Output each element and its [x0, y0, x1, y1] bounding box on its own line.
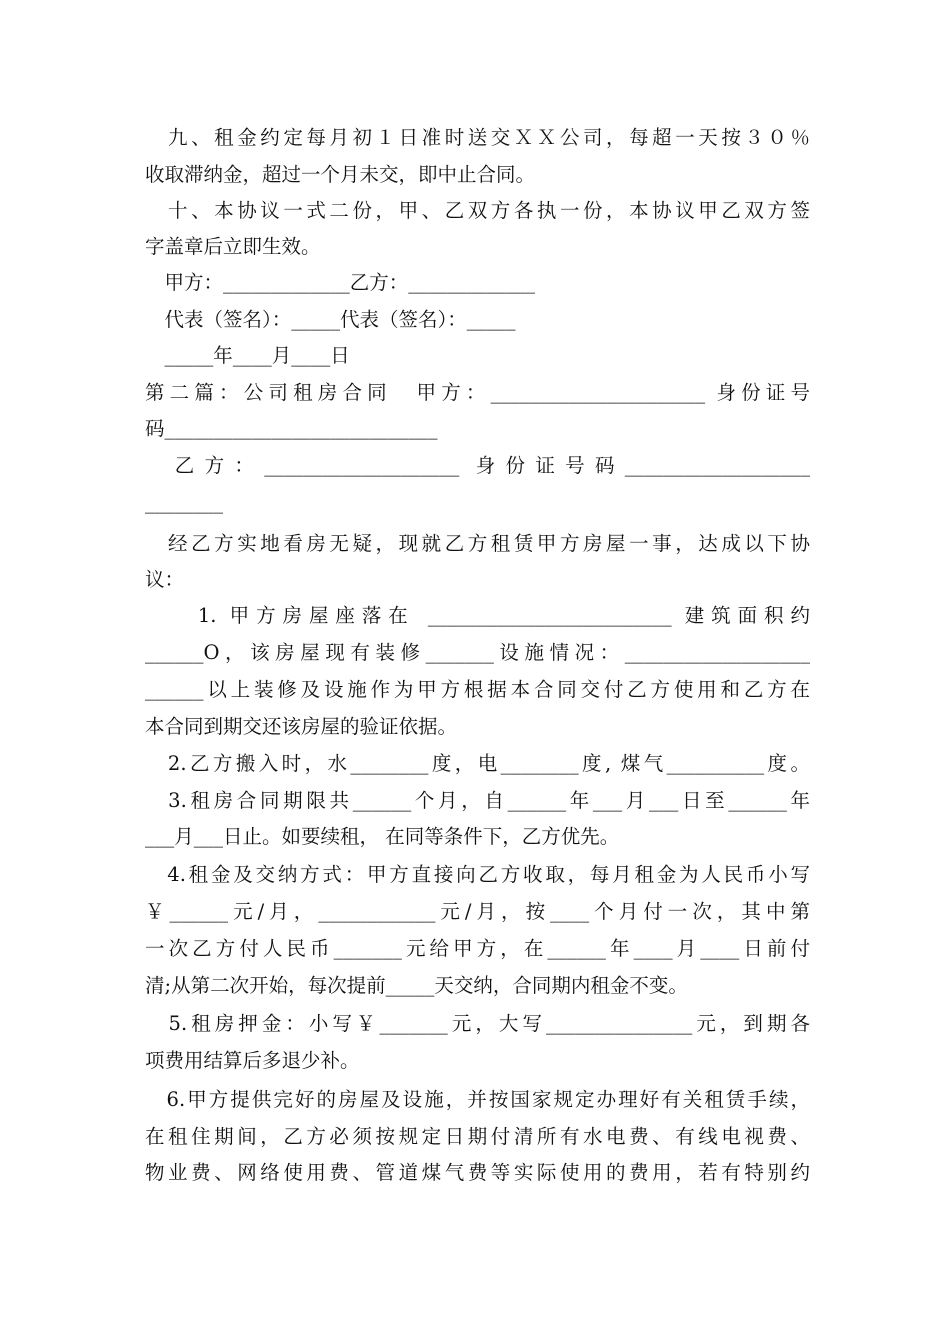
text-line: 乙方：____________________ 身份证号码___________________: [145, 454, 810, 477]
clause-line: 一次乙方付人民币_______元给甲方，在______年____月____日前付: [145, 937, 810, 960]
clause-line: 2.乙方搬入时，水________度，电________度, 煤气__________度。: [145, 752, 810, 775]
clause-line: 1. 甲方房屋座落在 _________________________ 建筑面积约: [145, 604, 810, 627]
clause-line: 物业费、网络使用费、管道煤气费等实际使用的费用，若有特别约: [145, 1161, 810, 1184]
clause-line: ______O，该房屋现有装修_______设施情况：___________________: [145, 641, 810, 664]
text-line: 十、本协议一式二份，甲、乙双方各执一份，本协议甲乙双方签: [145, 199, 810, 222]
text-line: 码____________________________: [145, 417, 438, 440]
clause-line: 在租住期间，乙方必须按规定日期付清所有水电费、有线电视费、: [145, 1125, 810, 1148]
clause-line: ￥______元/月，____________元/月，按____个月付一次，其中第: [145, 900, 810, 923]
clause-line: 项费用结算后多退少补。: [145, 1049, 360, 1072]
clause-line: ___月___日止。如要续租， 在同等条件下，乙方优先。: [145, 825, 620, 848]
text-line: 议：: [145, 568, 185, 591]
clause-line: 4.租金及交纳方式：甲方直接向乙方收取，每月租金为人民币小写: [145, 863, 810, 886]
text-line: ________: [145, 491, 223, 514]
date-line: _____年____月____日: [145, 344, 350, 367]
clause-line: 5.租房押金：小写￥_______元，大写_______________元，到期各: [145, 1012, 810, 1035]
clause-line: 本合同到期交还该房屋的验证依据。: [145, 715, 458, 738]
clause-line: 6.甲方提供完好的房屋及设施，并按国家规定办理好有关租赁手续，: [145, 1088, 810, 1111]
clause-line: 清;从第二次开始，每次提前_____天交纳，合同期内租金不变。: [145, 974, 688, 997]
text-line: 九、租金约定每月初１日准时送交ＸＸ公司，每超一天按３０％: [145, 126, 810, 149]
clause-line: ______以上装修及设施作为甲方根据本合同交付乙方使用和乙方在: [145, 678, 810, 701]
signature-line-representatives: 代表（签名）：_____代表（签名）：_____: [145, 308, 516, 331]
clause-line: 3.租房合同期限共______个月，自______年___月___日至______年: [145, 789, 810, 812]
text-line: 经乙方实地看房无疑，现就乙方租赁甲方房屋一事，达成以下协: [145, 532, 810, 555]
text-line: 字盖章后立即生效。: [145, 235, 321, 258]
section-heading-line: 第二篇：公司租房合同 甲方：______________________ 身份证号: [145, 381, 810, 404]
text-line: 收取滞纳金，超过一个月未交，即中止合同。: [145, 163, 536, 186]
signature-line-parties: 甲方：_____________乙方：_____________: [145, 271, 536, 294]
